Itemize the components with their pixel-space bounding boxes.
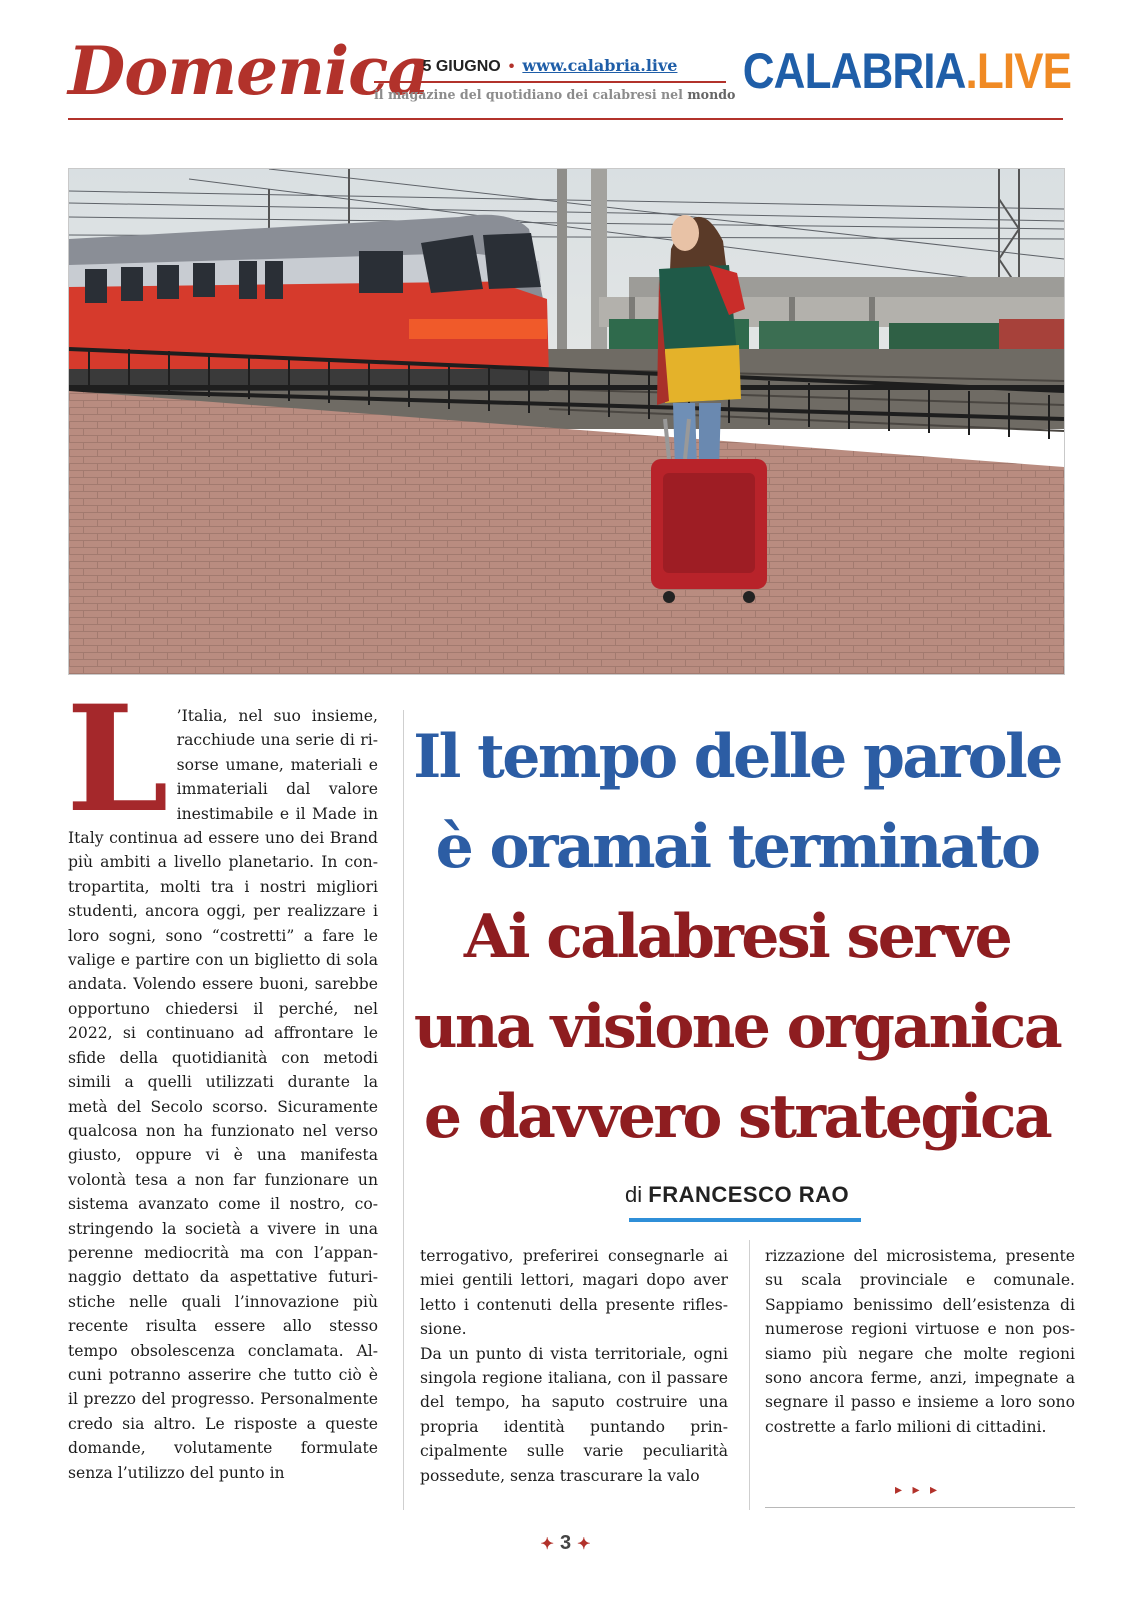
article-paragraph: ’Italia, nel suo insieme, racchiude una serie di risorse umane, materiali e immateriali dal valore inestimabile e il Made in Italy continua ad essere uno dei Brand più ambiti a livello planetario. In contropartita, molti tra i nostri migliori studenti, ancora oggi, per realizzare i loro sogni, sono “costretti” a fare le valige e partire con un biglietto di sola andata. Volendo essere buoni, sarebbe opportuno chiedersi il perché, nel 2022, si continuano ad affrontare le sfide della quotidianità con metodi simili a quelli utilizzati durante la metà del Secolo scorso. Sicuramente qualcosa non ha funzionato nel verso giusto, oppure vi è una manifesta volontà tesa a non far funzionare un sistema avanzato come il nostro, costringendo la società a vivere in una perenne mediocrità ma con l’appannaggio dettato da aspettative futuristiche nelle quali l’innovazione più recente risulta essere allo stesso tempo obsolescenza conclamata. Alcuni potranno asserire che tutto ciò è il prezzo del progresso. Personalmente credo sia altro. Le risposte a queste domande, volutamente formulate senza l’utilizzo del punto in bbox=[68, 707, 378, 1482]
date-line bbox=[374, 56, 726, 83]
byline-author: FRANCESCO RAO bbox=[648, 1182, 850, 1207]
article-column-2 bbox=[420, 1244, 728, 1488]
headline-line-1: Il tempo delle parole bbox=[413, 722, 1061, 792]
headline-line-3: Ai calabresi serve bbox=[463, 902, 1011, 972]
column-end-rule bbox=[765, 1507, 1075, 1508]
brand-logo-domenica: Domenica bbox=[68, 32, 430, 110]
continue-arrows-icon: ▸ ▸ ▸ bbox=[895, 1482, 940, 1498]
site-link[interactable]: www.calabria.live bbox=[522, 56, 678, 75]
brand-logo-calabria-live bbox=[742, 43, 1071, 99]
tagline-text: il magazine del quotidiano dei calabresi nel bbox=[374, 87, 683, 102]
article-column-3 bbox=[765, 1244, 1075, 1439]
ornament-icon: ✦ bbox=[540, 1536, 554, 1553]
tagline bbox=[374, 87, 736, 102]
ornament-icon: ✦ bbox=[577, 1536, 591, 1553]
article-paragraph: rizzazione del microsistema, presente su scala provinciale e comunale. Sappiamo benissimo dell’esistenza di numerose regioni virtuose e non possiamo più negare che molte regioni sono ancora ferme, anzi, impegnate a segnare il passo e insieme a loro sono costrette a farlo milioni di cittadini. bbox=[765, 1247, 1075, 1436]
column-divider bbox=[749, 1240, 750, 1510]
headline bbox=[403, 712, 1071, 1162]
article-paragraph: Da un punto di vista territoriale, ogni singola regione italiana, con il passare del tempo, ha saputo costruire una propria identità puntando principalmente sulle varie peculiarità possedute, senza trascurare la valo bbox=[420, 1344, 728, 1485]
drop-cap: L bbox=[66, 674, 169, 845]
headline-line-2: è oramai terminato bbox=[435, 812, 1039, 882]
masthead-rule bbox=[68, 118, 1063, 120]
issue-date: 5 GIUGNO bbox=[422, 58, 501, 75]
masthead bbox=[0, 0, 1131, 130]
train-station-photo bbox=[68, 168, 1065, 675]
page-number: 3 bbox=[559, 1532, 572, 1554]
separator-dot-icon: • bbox=[508, 58, 515, 75]
byline-prefix: di bbox=[625, 1182, 643, 1207]
tagline-end: mondo bbox=[687, 87, 736, 102]
brand-calabria: CALABRIA bbox=[742, 43, 966, 99]
article-column-1 bbox=[66, 674, 378, 1485]
brand-live: .LIVE bbox=[965, 43, 1071, 99]
article-paragraph: terrogativo, preferirei consegnarle ai miei gentili lettori, magari dopo aver letto i contenuti della presente riflessione. bbox=[420, 1247, 728, 1339]
masthead-center bbox=[374, 56, 736, 102]
column-divider bbox=[403, 710, 404, 1510]
byline bbox=[625, 1182, 849, 1208]
headline-line-5: e davvero strategica bbox=[423, 1082, 1051, 1152]
page-footer bbox=[0, 1532, 1131, 1555]
headline-line-4: una visione organica bbox=[413, 992, 1061, 1062]
byline-underline bbox=[629, 1218, 861, 1222]
